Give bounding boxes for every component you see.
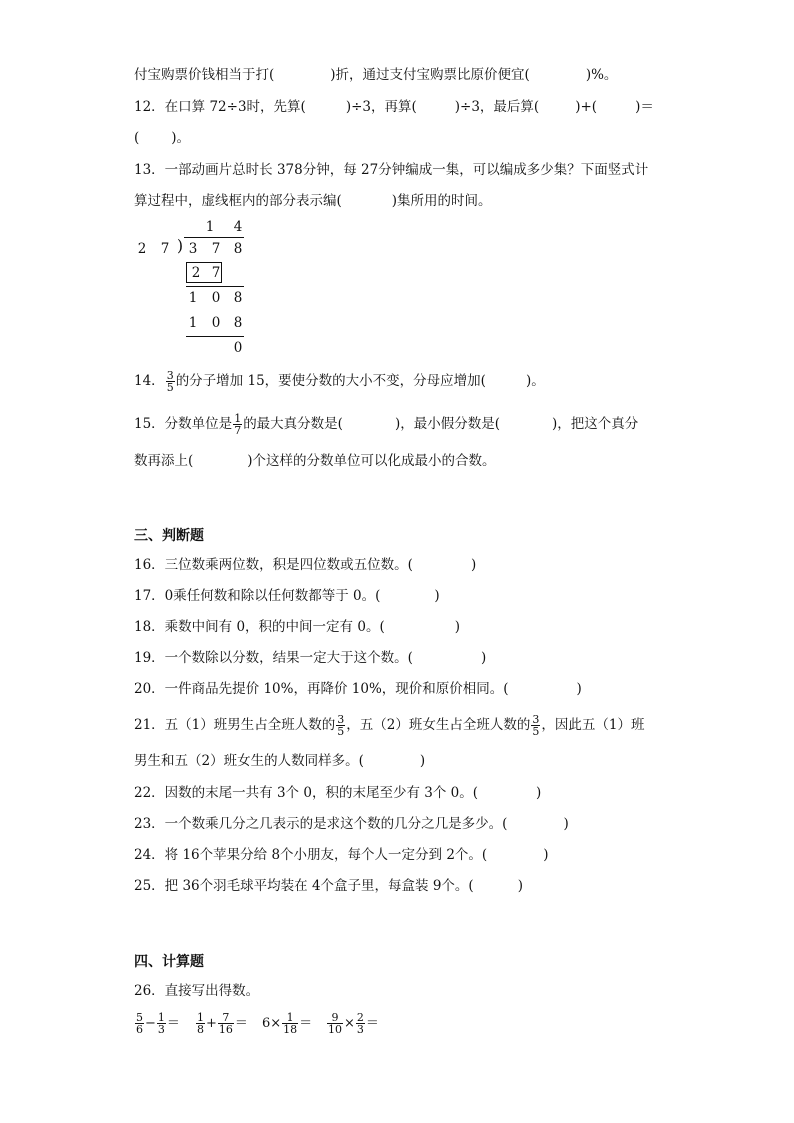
q13-text-b: )集所用的时间。: [391, 193, 492, 209]
q14-number: 14．: [134, 373, 165, 389]
q12-text-g: )。: [171, 130, 191, 146]
question-15: [134, 413, 638, 436]
q15-text-c: )，最小假分数是(: [394, 416, 501, 432]
q13-text-a: 算过程中，虚线框内的部分表示编(: [134, 193, 342, 209]
calc-item: $\frac{9}{10}$ × $\frac{2}{3}$ ＝: [328, 1011, 379, 1036]
question-13: 13．一部动画片总时长 378分钟，每 27分钟编成一集，可以编成多少集？下面竖式计: [134, 162, 649, 178]
final-remainder: 0: [233, 340, 243, 356]
judge-item: 19．一个数除以分数，结果一定大于这个数。( ): [134, 650, 487, 666]
q12-text-e: )＝: [635, 99, 654, 115]
rem1-digit: 0: [211, 290, 221, 306]
judge-item: 20．一件商品先提价 10%，再降价 10%，现价和原价相同。( ): [134, 681, 582, 697]
calc-item: $\frac{1}{8}$ + $\frac{7}{16}$ ＝: [197, 1011, 248, 1036]
fraction: $\frac{3}{5}$: [532, 713, 540, 738]
division-bracket: ): [176, 236, 184, 255]
fraction: $\frac{1}{7}$: [234, 412, 242, 437]
judge-item: 23．一个数乘几分之几表示的是求这个数的几分之几是多少。( ): [134, 816, 569, 832]
rem1-digit: 8: [233, 290, 243, 306]
question-14: [134, 370, 545, 393]
q14-text: 的分子增加 15，要使分数的大小不变，分母应增加(: [175, 373, 486, 389]
judge-item: 17．0乘任何数和除以任何数都等于 0。( ): [134, 588, 440, 604]
dividend-digit: 3: [188, 241, 198, 257]
q11-text-c: )%。: [585, 67, 618, 83]
divisor-digit: 7: [160, 241, 170, 257]
question-21: 21．五（1）班男生占全班人数的 $\frac{3}{5}$ ，五（2）班女生占全班人数的 $\frac{3}{5}$ ，因此五（1）班: [134, 713, 645, 738]
quotient-digit: 4: [233, 219, 243, 235]
calc-item: $\frac{5}{6}$ − $\frac{1}{3}$ ＝: [136, 1011, 180, 1036]
sub1-digit: 2: [191, 265, 201, 281]
q15-text-a: 15．分数单位是: [134, 416, 233, 432]
dividend-digit: 8: [233, 241, 243, 257]
calc-item: 6× $\frac{1}{18}$ ＝: [262, 1011, 313, 1036]
fraction: $\frac{3}{5}$: [337, 713, 345, 738]
question-13-line2: [134, 192, 492, 210]
fraction: $\frac{3}{5}$: [166, 369, 174, 394]
judge-item: 16．三位数乘两位数，积是四位数或五位数。( ): [134, 557, 477, 573]
sub-line: [186, 336, 244, 337]
sub1-digit: 7: [211, 265, 221, 281]
division-bar: [184, 237, 244, 238]
section-title-calc: 四、计算题: [134, 954, 204, 970]
dividend-digit: 7: [211, 241, 221, 257]
q15-text-b: 的最大真分数是(: [243, 416, 343, 432]
q15-text-f: )个这样的分数单位可以化成最小的合数。: [247, 453, 496, 469]
q15-text-d: )，把这个真分: [552, 416, 639, 432]
judge-item: 25．把 36个羽毛球平均装在 4个盒子里，每盒装 9个。( ): [134, 878, 523, 894]
judge-item: 22．因数的末尾一共有 3个 0，积的末尾至少有 3个 0。( ): [134, 785, 542, 801]
sub-line: [186, 286, 244, 287]
q11-text-b: )折，通过支付宝购票比原价便宜(: [330, 67, 530, 83]
q12-text-b: )÷3，再算(: [345, 99, 417, 115]
q14-end: )。: [525, 373, 545, 389]
q12-text-a: 12．在口算 72÷3时，先算(: [134, 99, 306, 115]
question-12-line2: [134, 129, 190, 147]
q12-text-f: (: [134, 130, 140, 146]
quotient-digit: 1: [205, 219, 215, 235]
question-26: 26．直接写出得数。: [134, 983, 260, 999]
question-12: [134, 98, 654, 116]
q11-text-a: 付宝购票价钱相当于打(: [134, 67, 275, 83]
judge-item: 24．将 16个苹果分给 8个小朋友，每个人一定分到 2个。( ): [134, 847, 549, 863]
judge-item: 18．乘数中间有 0，积的中间一定有 0。( ): [134, 619, 460, 635]
question-15-line2: [134, 452, 496, 470]
question-21-line2: 男生和五（2）班女生的人数同样多。( ): [134, 753, 426, 769]
q15-text-e: 数再添上(: [134, 453, 194, 469]
divisor-digit: 2: [137, 241, 147, 257]
rem1-digit: 1: [188, 290, 198, 306]
sub2-digit: 1: [188, 315, 198, 331]
q12-text-d: )+(: [575, 99, 598, 115]
sub2-digit: 8: [233, 315, 243, 331]
sub2-digit: 0: [211, 315, 221, 331]
question-11-tail: [134, 66, 617, 84]
section-title-judge: 三、判断题: [134, 528, 204, 544]
q12-text-c: )÷3，最后算(: [454, 99, 540, 115]
